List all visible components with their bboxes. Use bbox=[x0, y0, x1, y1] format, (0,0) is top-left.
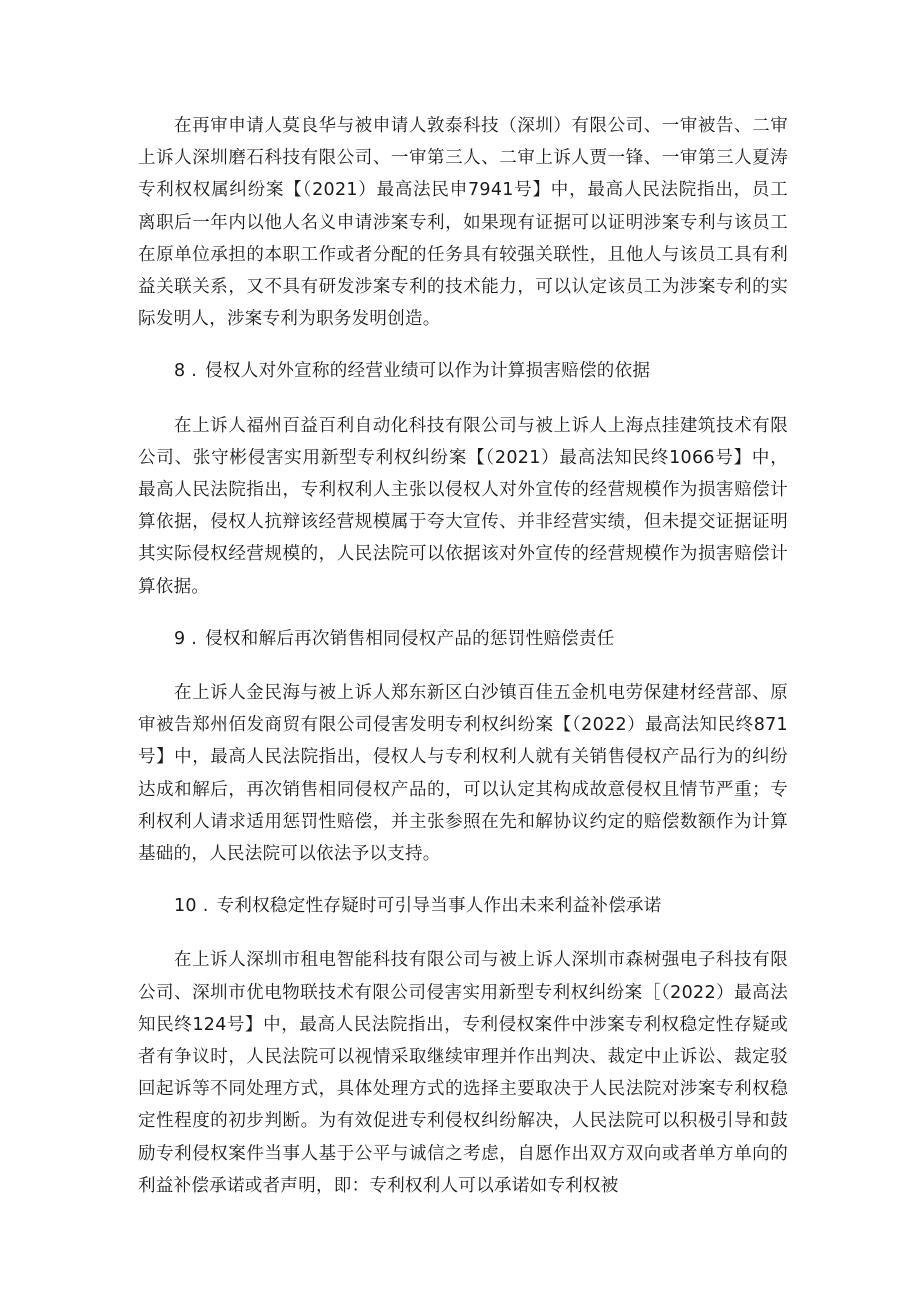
section-title-8: 侵权人对外宣称的经营业绩可以作为计算损害赔偿的依据 bbox=[205, 361, 651, 382]
paragraph-case-patent-stability: 在上诉人深圳市租电智能科技有限公司与被上诉人深圳市森树强电子科技有限公司、深圳市优电物联技术有限公司侵害实用新型专利权纠纷案［（2022）最高法知民终124号】中，最高人民法院指出，专利侵权案件中涉案专利权稳定性存疑或者有争议时，人民法院可以视情采取继续审理并作出判决、裁定中止诉讼、裁定驳回起诉等不同处理方式，具体处理方式的选择主要取决于人民法院对涉案专利权稳定性程度的初步判断。为有效促进专利侵权纠纷解决，人民法院可以积极引导和鼓励专利侵权案件当事人基于公平与诚信之考虑，自愿作出双方双向或者单方单向的利益补偿承诺或者声明，即：专利权利人可以承诺如专利权被 bbox=[138, 950, 788, 1196]
section-heading-10 bbox=[138, 890, 788, 922]
section-heading-9 bbox=[138, 623, 788, 655]
section-heading-8 bbox=[138, 355, 788, 387]
document-page bbox=[138, 110, 788, 1202]
section-number-8: 8 . bbox=[174, 361, 198, 382]
section-number-9: 9 . bbox=[174, 628, 198, 649]
paragraph-case-employee-invention: 在再审申请人莫良华与被申请人敦泰科技（深圳）有限公司、一审被告、二审上诉人深圳磨石科技有限公司、一审第三人、二审上诉人贾一锋、一审第三人夏涛专利权权属纠纷案【（2021）最高法民申7941号】中，最高人民法院指出，员工离职后一年内以他人名义申请涉案专利，如果现有证据可以证明涉案专利与该员工在原单位承担的本职工作或者分配的任务具有较强关联性，且他人与该员工具有利益关联关系，又不具有研发涉案专利的技术能力，可以认定该员工为涉案专利的实际发明人，涉案专利为职务发明创造。 bbox=[138, 116, 788, 330]
section-number-10: 10 . bbox=[174, 896, 209, 917]
paragraph-case-business-performance: 在上诉人福州百益百利自动化科技有限公司与被上诉人上海点挂建筑技术有限公司、张守彬侵害实用新型专利权纠纷案【（2021）最高法知民终1066号】中，最高人民法院指出，专利权利人主张以侵权人对外宣传的经营规模作为损害赔偿计算依据，侵权人抗辩该经营规模属于夸大宣传、并非经营实绩，但未提交证据证明其实际侵权经营规模的，人民法院可以依据该对外宣传的经营规模作为损害赔偿计算依据。 bbox=[138, 415, 788, 597]
paragraph-case-punitive-damages: 在上诉人金民海与被上诉人郑东新区白沙镇百佳五金机电劳保建材经营部、原审被告郑州佰发商贸有限公司侵害发明专利权纠纷案【（2022）最高法知民终871号】中，最高人民法院指出，侵权人与专利权利人就有关销售侵权产品行为的纠纷达成和解后，再次销售相同侵权产品的，可以认定其构成故意侵权且情节严重；专利权利人请求适用惩罚性赔偿，并主张参照在先和解协议约定的赔偿数额作为计算基础的，人民法院可以依法予以支持。 bbox=[138, 683, 788, 865]
section-title-9: 侵权和解后再次销售相同侵权产品的惩罚性赔偿责任 bbox=[205, 628, 615, 649]
section-title-10: 专利权稳定性存疑时可引导当事人作出未来利益补偿承诺 bbox=[216, 896, 662, 917]
